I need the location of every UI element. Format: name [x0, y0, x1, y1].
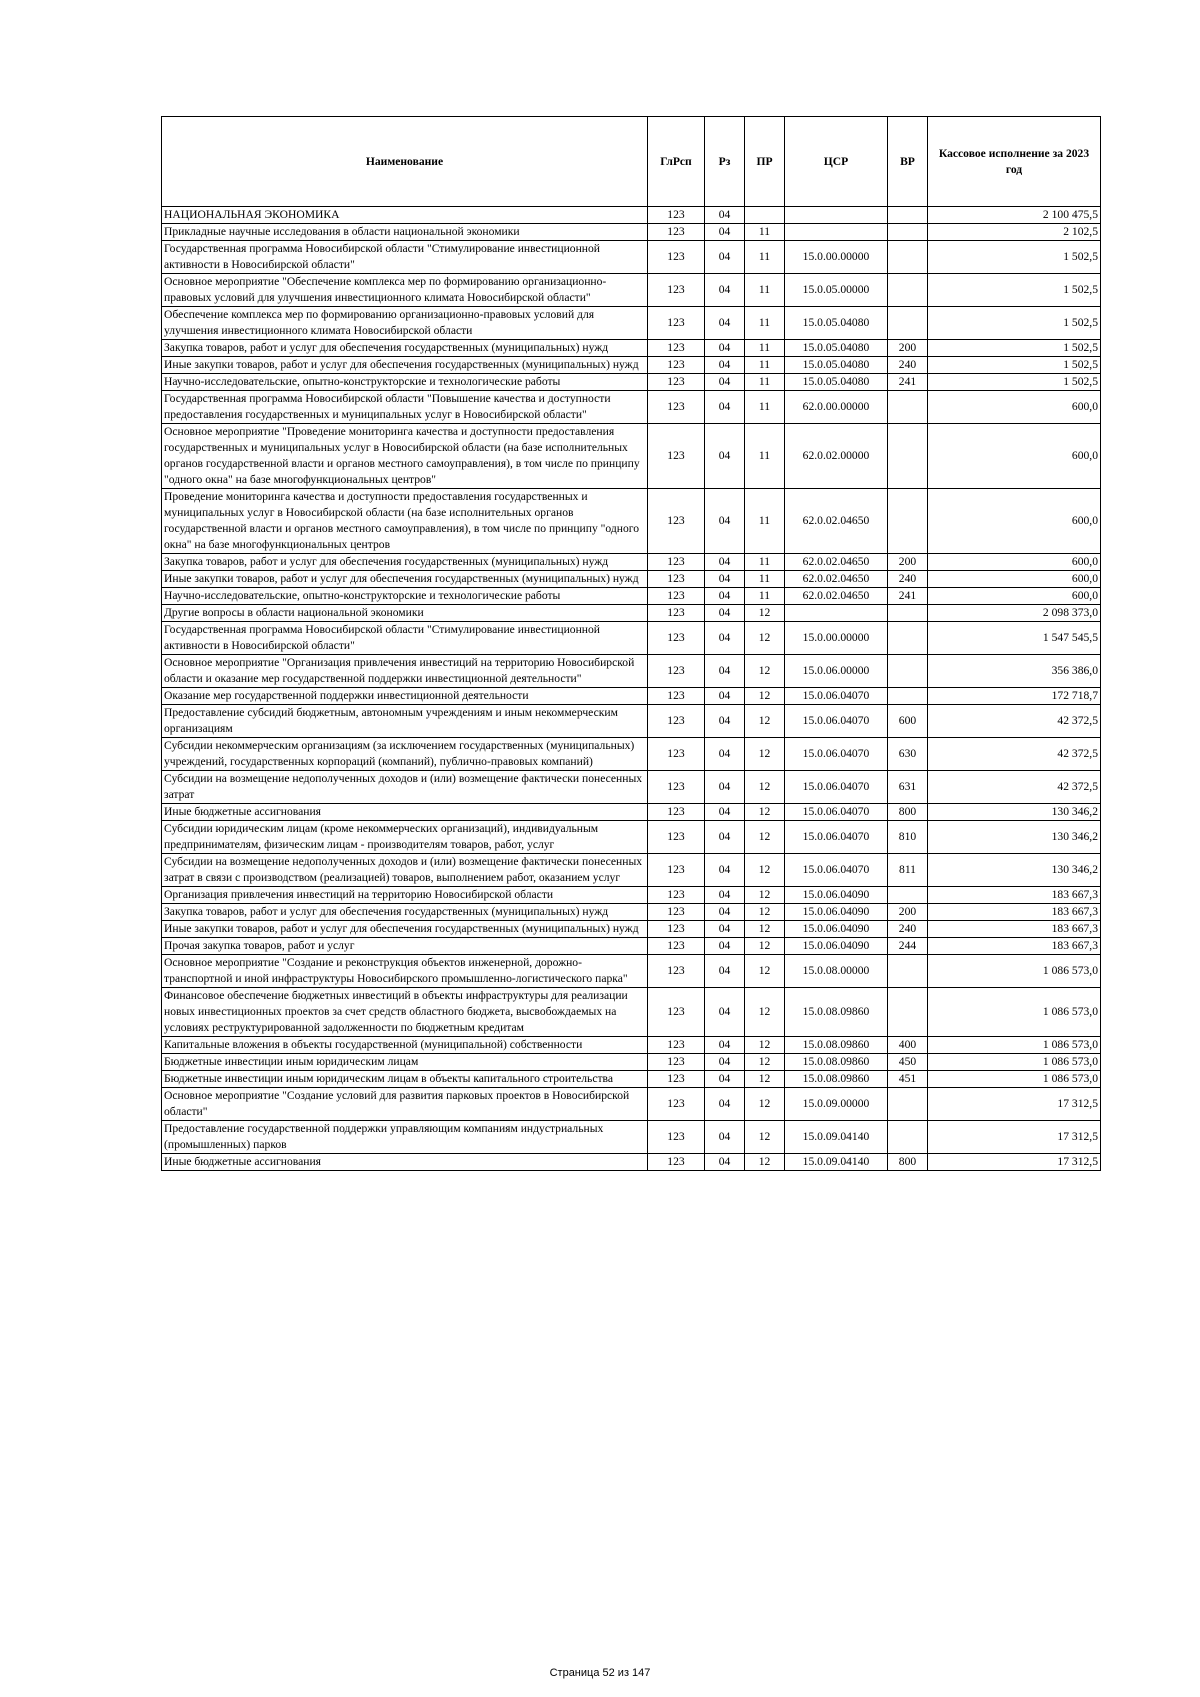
cell-name: Предоставление субсидий бюджетным, автономным учреждениям и иным некоммерческим организациям	[162, 705, 648, 738]
cell-glrsp: 123	[648, 241, 705, 274]
table-row	[162, 357, 1101, 374]
cell-rz: 04	[705, 424, 745, 489]
cell-vr	[888, 622, 928, 655]
table-row	[162, 655, 1101, 688]
cell-pr: 12	[745, 1054, 785, 1071]
cell-rz: 04	[705, 1088, 745, 1121]
cell-rz: 04	[705, 241, 745, 274]
cell-csr: 15.0.06.04070	[785, 688, 888, 705]
cell-rz: 04	[705, 988, 745, 1037]
cell-amount: 600,0	[928, 588, 1101, 605]
cell-pr: 12	[745, 804, 785, 821]
cell-pr: 11	[745, 340, 785, 357]
cell-glrsp: 123	[648, 804, 705, 821]
cell-name: Иные закупки товаров, работ и услуг для обеспечения государственных (муниципальных) нужд	[162, 571, 648, 588]
table-row	[162, 738, 1101, 771]
table-row	[162, 688, 1101, 705]
cell-name: Субсидии юридическим лицам (кроме некоммерческих организаций), индивидуальным предпринимателям, физическим лицам - производителям товаров, работ, услуг	[162, 821, 648, 854]
cell-csr: 62.0.02.00000	[785, 424, 888, 489]
cell-name: Финансовое обеспечение бюджетных инвестиций в объекты инфраструктуры для реализации новых инвестиционных проектов за счет средств областного бюджета, высвобождаемых на условиях реструктурированной задолженности по бюджетным кредитам	[162, 988, 648, 1037]
cell-vr	[888, 688, 928, 705]
cell-amount: 1 502,5	[928, 374, 1101, 391]
cell-amount: 1 502,5	[928, 307, 1101, 340]
cell-csr: 15.0.05.04080	[785, 307, 888, 340]
cell-rz: 04	[705, 804, 745, 821]
cell-csr: 15.0.09.00000	[785, 1088, 888, 1121]
cell-vr	[888, 489, 928, 554]
cell-amount: 42 372,5	[928, 771, 1101, 804]
header-name: Наименование	[162, 117, 648, 207]
cell-vr: 200	[888, 904, 928, 921]
cell-csr: 15.0.06.04070	[785, 771, 888, 804]
cell-glrsp: 123	[648, 622, 705, 655]
cell-rz: 04	[705, 274, 745, 307]
cell-glrsp: 123	[648, 705, 705, 738]
cell-amount: 183 667,3	[928, 887, 1101, 904]
cell-csr: 15.0.06.04070	[785, 738, 888, 771]
cell-name: НАЦИОНАЛЬНАЯ ЭКОНОМИКА	[162, 207, 648, 224]
cell-amount: 1 086 573,0	[928, 1054, 1101, 1071]
table-header-row	[162, 117, 1101, 207]
table-row	[162, 489, 1101, 554]
cell-vr: 810	[888, 821, 928, 854]
table-row	[162, 955, 1101, 988]
cell-rz: 04	[705, 340, 745, 357]
cell-name: Прикладные научные исследования в области национальной экономики	[162, 224, 648, 241]
cell-vr: 811	[888, 854, 928, 887]
page-number: Страница 52 из 147	[549, 1667, 651, 1679]
cell-name: Обеспечение комплекса мер по формированию организационно-правовых условий для улучшения инвестиционного климата Новосибирской области	[162, 307, 648, 340]
cell-name: Закупка товаров, работ и услуг для обеспечения государственных (муниципальных) нужд	[162, 340, 648, 357]
cell-glrsp: 123	[648, 655, 705, 688]
cell-glrsp: 123	[648, 904, 705, 921]
cell-glrsp: 123	[648, 1037, 705, 1054]
table-row	[162, 274, 1101, 307]
cell-csr: 15.0.09.04140	[785, 1154, 888, 1171]
cell-glrsp: 123	[648, 988, 705, 1037]
cell-rz: 04	[705, 1154, 745, 1171]
header-vr: ВР	[888, 117, 928, 207]
cell-csr: 15.0.00.00000	[785, 622, 888, 655]
cell-pr: 12	[745, 1088, 785, 1121]
table-row	[162, 241, 1101, 274]
cell-glrsp: 123	[648, 938, 705, 955]
cell-csr: 15.0.06.04090	[785, 887, 888, 904]
cell-glrsp: 123	[648, 207, 705, 224]
cell-glrsp: 123	[648, 921, 705, 938]
cell-pr: 12	[745, 688, 785, 705]
cell-csr: 62.0.02.04650	[785, 588, 888, 605]
cell-name: Научно-исследовательские, опытно-конструкторские и технологические работы	[162, 588, 648, 605]
cell-rz: 04	[705, 705, 745, 738]
cell-glrsp: 123	[648, 357, 705, 374]
cell-glrsp: 123	[648, 605, 705, 622]
cell-vr	[888, 424, 928, 489]
cell-name: Субсидии на возмещение недополученных доходов и (или) возмещение фактически понесенных затрат	[162, 771, 648, 804]
cell-pr: 12	[745, 655, 785, 688]
cell-glrsp: 123	[648, 1088, 705, 1121]
cell-vr: 200	[888, 340, 928, 357]
cell-rz: 04	[705, 1054, 745, 1071]
cell-name: Основное мероприятие "Создание условий для развития парковых проектов в Новосибирской области"	[162, 1088, 648, 1121]
cell-pr: 12	[745, 622, 785, 655]
cell-glrsp: 123	[648, 340, 705, 357]
cell-amount: 2 100 475,5	[928, 207, 1101, 224]
cell-amount: 1 547 545,5	[928, 622, 1101, 655]
cell-csr: 15.0.06.04070	[785, 705, 888, 738]
cell-vr: 240	[888, 357, 928, 374]
cell-amount: 183 667,3	[928, 904, 1101, 921]
cell-rz: 04	[705, 854, 745, 887]
cell-rz: 04	[705, 1037, 745, 1054]
cell-glrsp: 123	[648, 854, 705, 887]
cell-amount: 600,0	[928, 571, 1101, 588]
cell-glrsp: 123	[648, 274, 705, 307]
cell-glrsp: 123	[648, 955, 705, 988]
table-row	[162, 424, 1101, 489]
cell-amount: 172 718,7	[928, 688, 1101, 705]
cell-amount: 17 312,5	[928, 1121, 1101, 1154]
cell-name: Научно-исследовательские, опытно-конструкторские и технологические работы	[162, 374, 648, 391]
cell-name: Иные закупки товаров, работ и услуг для обеспечения государственных (муниципальных) нужд	[162, 921, 648, 938]
table-row	[162, 887, 1101, 904]
cell-amount: 1 502,5	[928, 340, 1101, 357]
cell-csr: 15.0.08.09860	[785, 1071, 888, 1088]
cell-name: Бюджетные инвестиции иным юридическим лицам	[162, 1054, 648, 1071]
table-row	[162, 771, 1101, 804]
cell-glrsp: 123	[648, 821, 705, 854]
cell-name: Иные закупки товаров, работ и услуг для обеспечения государственных (муниципальных) нужд	[162, 357, 648, 374]
cell-amount: 1 086 573,0	[928, 1037, 1101, 1054]
cell-pr: 11	[745, 391, 785, 424]
cell-vr: 800	[888, 804, 928, 821]
cell-rz: 04	[705, 207, 745, 224]
cell-csr: 62.0.00.00000	[785, 391, 888, 424]
table-row	[162, 804, 1101, 821]
cell-glrsp: 123	[648, 307, 705, 340]
cell-name: Государственная программа Новосибирской области "Повышение качества и доступности предоставления государственных и муниципальных услуг в Новосибирской области"	[162, 391, 648, 424]
cell-amount: 1 086 573,0	[928, 955, 1101, 988]
cell-glrsp: 123	[648, 554, 705, 571]
cell-pr: 12	[745, 705, 785, 738]
cell-vr	[888, 955, 928, 988]
cell-vr	[888, 655, 928, 688]
cell-amount: 600,0	[928, 424, 1101, 489]
table-row	[162, 821, 1101, 854]
cell-rz: 04	[705, 655, 745, 688]
cell-amount: 183 667,3	[928, 938, 1101, 955]
table-row	[162, 1037, 1101, 1054]
cell-vr: 450	[888, 1054, 928, 1071]
cell-name: Бюджетные инвестиции иным юридическим лицам в объекты капитального строительства	[162, 1071, 648, 1088]
cell-vr	[888, 1088, 928, 1121]
cell-csr: 15.0.08.09860	[785, 1037, 888, 1054]
cell-name: Иные бюджетные ассигнования	[162, 1154, 648, 1171]
cell-name: Оказание мер государственной поддержки инвестиционной деятельности	[162, 688, 648, 705]
table-row	[162, 207, 1101, 224]
cell-pr: 12	[745, 921, 785, 938]
cell-rz: 04	[705, 921, 745, 938]
cell-csr: 15.0.06.00000	[785, 655, 888, 688]
cell-amount: 1 086 573,0	[928, 988, 1101, 1037]
cell-pr: 12	[745, 1121, 785, 1154]
cell-amount: 17 312,5	[928, 1154, 1101, 1171]
cell-glrsp: 123	[648, 1154, 705, 1171]
cell-pr: 11	[745, 588, 785, 605]
cell-pr: 11	[745, 554, 785, 571]
cell-glrsp: 123	[648, 688, 705, 705]
header-csr: ЦСР	[785, 117, 888, 207]
cell-rz: 04	[705, 374, 745, 391]
cell-vr: 200	[888, 554, 928, 571]
cell-pr: 11	[745, 274, 785, 307]
cell-amount: 1 502,5	[928, 357, 1101, 374]
header-amount: Кассовое исполнение за 2023 год	[928, 117, 1101, 207]
cell-vr: 240	[888, 921, 928, 938]
cell-pr: 12	[745, 988, 785, 1037]
table-row	[162, 988, 1101, 1037]
cell-glrsp: 123	[648, 1071, 705, 1088]
cell-name: Иные бюджетные ассигнования	[162, 804, 648, 821]
cell-name: Субсидии на возмещение недополученных доходов и (или) возмещение фактически понесенных затрат в связи с производством (реализацией) товаров, выполнением работ, оказанием услуг	[162, 854, 648, 887]
cell-name: Основное мероприятие "Создание и реконструкция объектов инженерной, дорожно-транспортной и иной инфраструктуры Новосибирского промышленно-логистического парка"	[162, 955, 648, 988]
cell-amount: 42 372,5	[928, 705, 1101, 738]
cell-glrsp: 123	[648, 887, 705, 904]
cell-csr	[785, 224, 888, 241]
cell-pr	[745, 207, 785, 224]
cell-vr	[888, 307, 928, 340]
cell-rz: 04	[705, 588, 745, 605]
header-glrsp: ГлРсп	[648, 117, 705, 207]
cell-pr: 11	[745, 224, 785, 241]
cell-amount: 2 102,5	[928, 224, 1101, 241]
cell-glrsp: 123	[648, 374, 705, 391]
cell-csr	[785, 605, 888, 622]
cell-amount: 1 502,5	[928, 241, 1101, 274]
cell-name: Основное мероприятие "Обеспечение комплекса мер по формированию организационно-правовых условий для улучшения инвестиционного климата Новосибирской области"	[162, 274, 648, 307]
cell-name: Закупка товаров, работ и услуг для обеспечения государственных (муниципальных) нужд	[162, 554, 648, 571]
cell-rz: 04	[705, 1121, 745, 1154]
cell-pr: 12	[745, 904, 785, 921]
cell-vr	[888, 224, 928, 241]
table-row	[162, 921, 1101, 938]
cell-name: Основное мероприятие "Проведение мониторинга качества и доступности предоставления государственных и муниципальных услуг в Новосибирской области (на базе исполнительных органов государственной власти и органов местного самоуправления), в том числе по принципу "одного окна" на базе многофункциональных центров"	[162, 424, 648, 489]
cell-csr: 15.0.08.09860	[785, 1054, 888, 1071]
cell-pr: 11	[745, 241, 785, 274]
cell-name: Государственная программа Новосибирской области "Стимулирование инвестиционной активности в Новосибирской области"	[162, 241, 648, 274]
cell-name: Прочая закупка товаров, работ и услуг	[162, 938, 648, 955]
cell-vr	[888, 887, 928, 904]
cell-rz: 04	[705, 554, 745, 571]
cell-rz: 04	[705, 738, 745, 771]
cell-vr	[888, 391, 928, 424]
cell-rz: 04	[705, 887, 745, 904]
cell-pr: 12	[745, 738, 785, 771]
cell-name: Организация привлечения инвестиций на территорию Новосибирской области	[162, 887, 648, 904]
cell-amount: 42 372,5	[928, 738, 1101, 771]
cell-amount: 17 312,5	[928, 1088, 1101, 1121]
cell-amount: 356 386,0	[928, 655, 1101, 688]
cell-name: Другие вопросы в области национальной экономики	[162, 605, 648, 622]
cell-amount: 1 086 573,0	[928, 1071, 1101, 1088]
cell-csr: 15.0.05.04080	[785, 357, 888, 374]
cell-name: Капитальные вложения в объекты государственной (муниципальной) собственности	[162, 1037, 648, 1054]
cell-rz: 04	[705, 771, 745, 804]
cell-amount: 600,0	[928, 489, 1101, 554]
cell-rz: 04	[705, 938, 745, 955]
table-row	[162, 622, 1101, 655]
cell-pr: 11	[745, 307, 785, 340]
cell-pr: 12	[745, 938, 785, 955]
cell-pr: 12	[745, 887, 785, 904]
table-row	[162, 1071, 1101, 1088]
cell-pr: 11	[745, 489, 785, 554]
cell-glrsp: 123	[648, 1054, 705, 1071]
cell-rz: 04	[705, 357, 745, 374]
cell-csr: 15.0.05.00000	[785, 274, 888, 307]
cell-glrsp: 123	[648, 224, 705, 241]
cell-vr: 241	[888, 588, 928, 605]
cell-vr	[888, 241, 928, 274]
cell-pr: 12	[745, 605, 785, 622]
table-row	[162, 340, 1101, 357]
cell-pr: 11	[745, 357, 785, 374]
table-row	[162, 904, 1101, 921]
table-row	[162, 374, 1101, 391]
cell-csr: 62.0.02.04650	[785, 489, 888, 554]
table-row	[162, 571, 1101, 588]
cell-amount: 130 346,2	[928, 821, 1101, 854]
header-rz: Рз	[705, 117, 745, 207]
cell-rz: 04	[705, 224, 745, 241]
cell-pr: 12	[745, 771, 785, 804]
cell-pr: 12	[745, 1154, 785, 1171]
cell-csr: 15.0.05.04080	[785, 374, 888, 391]
cell-vr: 240	[888, 571, 928, 588]
cell-glrsp: 123	[648, 1121, 705, 1154]
cell-rz: 04	[705, 489, 745, 554]
cell-name: Основное мероприятие "Организация привлечения инвестиций на территорию Новосибирской области и оказание мер государственной поддержки инвестиционной деятельности"	[162, 655, 648, 688]
cell-rz: 04	[705, 1071, 745, 1088]
cell-pr: 12	[745, 955, 785, 988]
cell-name: Проведение мониторинга качества и доступности предоставления государственных и муниципальных услуг в Новосибирской области (на базе исполнительных органов государственной власти и органов местного самоуправления), в том числе по принципу "одного окна" на базе многофункциональных центров	[162, 489, 648, 554]
table-row	[162, 605, 1101, 622]
cell-name: Субсидии некоммерческим организациям (за исключением государственных (муниципальных) учреждений, государственных корпораций (компаний), публично-правовых компаний)	[162, 738, 648, 771]
cell-pr: 12	[745, 854, 785, 887]
cell-csr: 15.0.05.04080	[785, 340, 888, 357]
cell-rz: 04	[705, 821, 745, 854]
cell-pr: 12	[745, 821, 785, 854]
cell-pr: 12	[745, 1037, 785, 1054]
cell-name: Закупка товаров, работ и услуг для обеспечения государственных (муниципальных) нужд	[162, 904, 648, 921]
cell-amount: 2 098 373,0	[928, 605, 1101, 622]
cell-amount: 130 346,2	[928, 804, 1101, 821]
cell-vr	[888, 1121, 928, 1154]
cell-amount: 183 667,3	[928, 921, 1101, 938]
cell-pr: 11	[745, 374, 785, 391]
cell-csr	[785, 207, 888, 224]
cell-vr	[888, 207, 928, 224]
cell-glrsp: 123	[648, 424, 705, 489]
cell-vr	[888, 274, 928, 307]
table-row	[162, 588, 1101, 605]
cell-csr: 15.0.09.04140	[785, 1121, 888, 1154]
cell-pr: 11	[745, 571, 785, 588]
cell-glrsp: 123	[648, 571, 705, 588]
cell-vr	[888, 988, 928, 1037]
cell-glrsp: 123	[648, 738, 705, 771]
table-row	[162, 938, 1101, 955]
table-row	[162, 391, 1101, 424]
cell-csr: 62.0.02.04650	[785, 571, 888, 588]
cell-pr: 11	[745, 424, 785, 489]
table-body	[162, 207, 1101, 1171]
cell-csr: 15.0.08.09860	[785, 988, 888, 1037]
table-row	[162, 1154, 1101, 1171]
cell-csr: 15.0.06.04090	[785, 938, 888, 955]
cell-amount: 1 502,5	[928, 274, 1101, 307]
table-row	[162, 307, 1101, 340]
cell-amount: 600,0	[928, 391, 1101, 424]
cell-csr: 15.0.06.04090	[785, 921, 888, 938]
cell-glrsp: 123	[648, 391, 705, 424]
cell-amount: 600,0	[928, 554, 1101, 571]
cell-vr: 630	[888, 738, 928, 771]
table-row	[162, 1054, 1101, 1071]
cell-rz: 04	[705, 622, 745, 655]
table-row	[162, 224, 1101, 241]
cell-rz: 04	[705, 955, 745, 988]
cell-name: Государственная программа Новосибирской области "Стимулирование инвестиционной активности в Новосибирской области"	[162, 622, 648, 655]
cell-rz: 04	[705, 307, 745, 340]
table-row	[162, 554, 1101, 571]
cell-vr: 600	[888, 705, 928, 738]
table-row	[162, 1121, 1101, 1154]
cell-vr: 800	[888, 1154, 928, 1171]
cell-vr	[888, 605, 928, 622]
cell-csr: 62.0.02.04650	[785, 554, 888, 571]
table-row	[162, 854, 1101, 887]
cell-glrsp: 123	[648, 489, 705, 554]
cell-csr: 15.0.00.00000	[785, 241, 888, 274]
cell-amount: 130 346,2	[928, 854, 1101, 887]
cell-rz: 04	[705, 904, 745, 921]
table-row	[162, 705, 1101, 738]
cell-vr: 451	[888, 1071, 928, 1088]
cell-csr: 15.0.06.04070	[785, 854, 888, 887]
cell-vr: 244	[888, 938, 928, 955]
cell-csr: 15.0.06.04070	[785, 821, 888, 854]
cell-pr: 12	[745, 1071, 785, 1088]
cell-rz: 04	[705, 391, 745, 424]
cell-vr: 241	[888, 374, 928, 391]
cell-rz: 04	[705, 571, 745, 588]
cell-csr: 15.0.06.04070	[785, 804, 888, 821]
cell-name: Предоставление государственной поддержки управляющим компаниям индустриальных (промышленных) парков	[162, 1121, 648, 1154]
cell-csr: 15.0.06.04090	[785, 904, 888, 921]
table-row	[162, 1088, 1101, 1121]
budget-execution-table	[161, 116, 1101, 1171]
cell-rz: 04	[705, 688, 745, 705]
header-pr: ПР	[745, 117, 785, 207]
cell-csr: 15.0.08.00000	[785, 955, 888, 988]
cell-vr: 400	[888, 1037, 928, 1054]
cell-glrsp: 123	[648, 771, 705, 804]
cell-rz: 04	[705, 605, 745, 622]
cell-glrsp: 123	[648, 588, 705, 605]
cell-vr: 631	[888, 771, 928, 804]
